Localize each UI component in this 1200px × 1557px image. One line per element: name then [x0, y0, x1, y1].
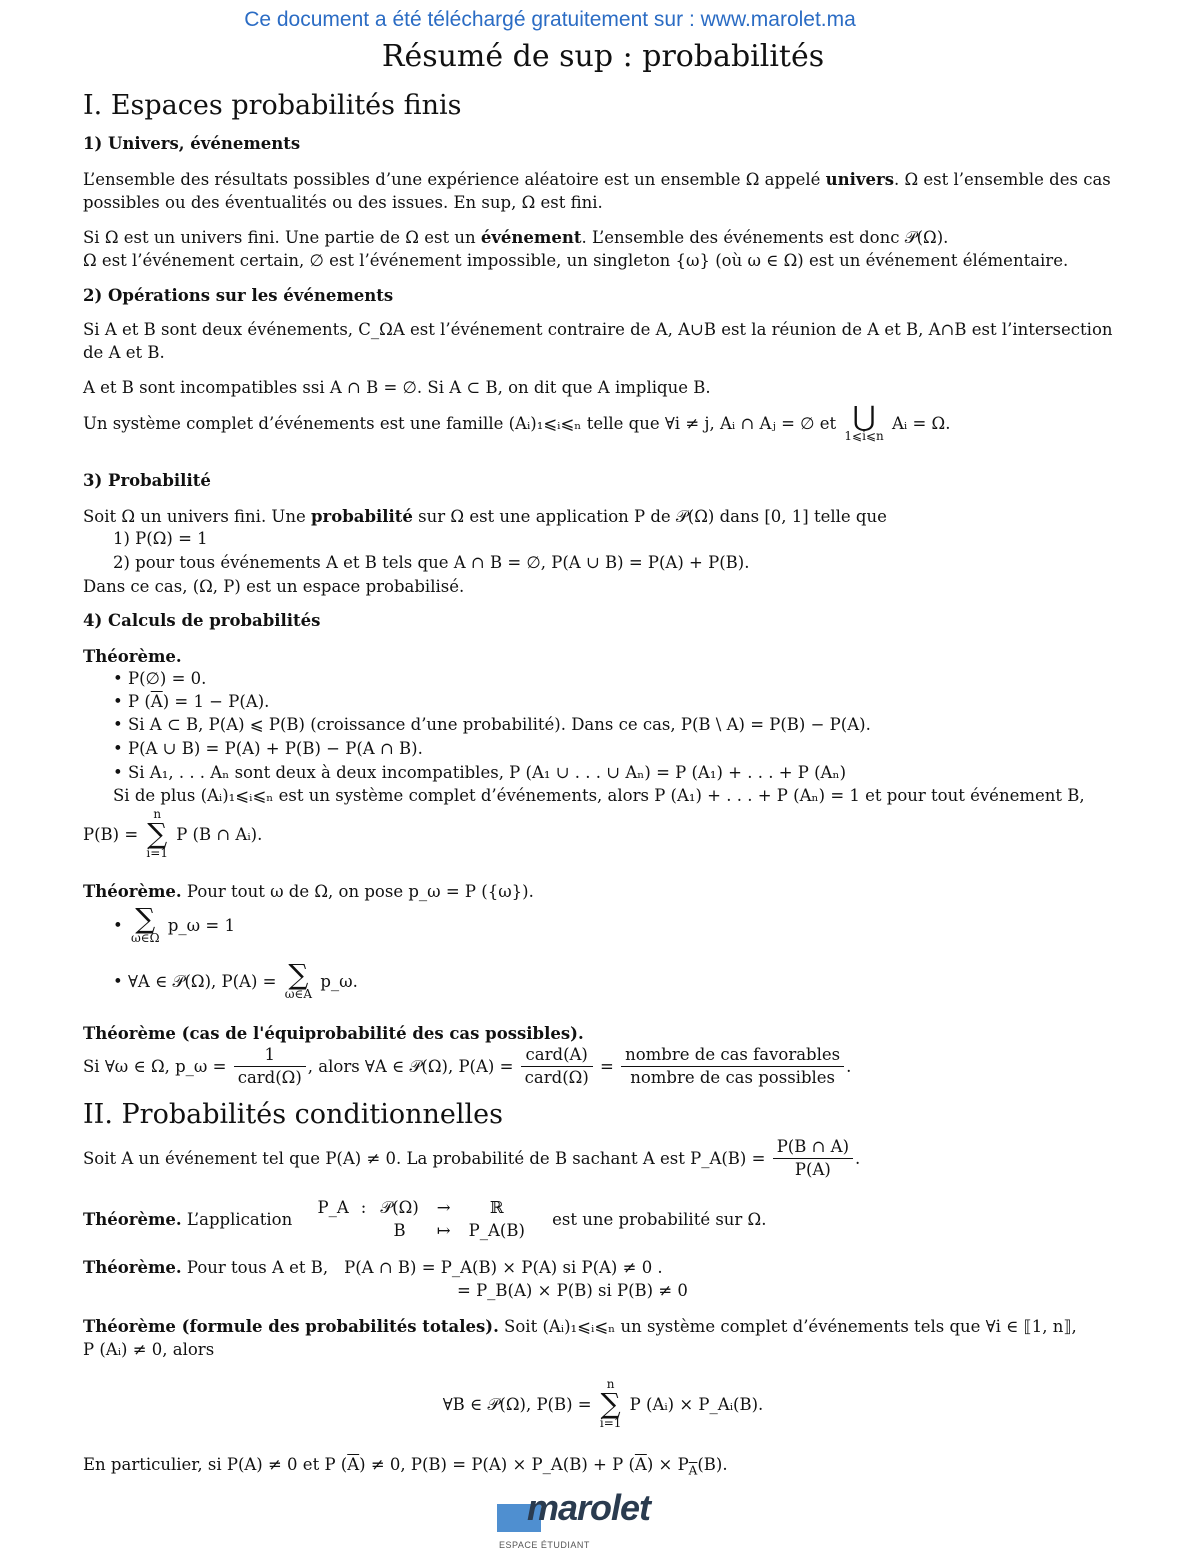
paragraph-operations: Si A et B sont deux événements, C_ΩA est l’événement contraire de A, A∪B est la réunion de A et B, A∩B est l’intersection de A et B.	[83, 320, 1113, 362]
theorem-equiprobabilite: Théorème (cas de l'équiprobabilité des cas possibles).	[83, 1024, 584, 1043]
bullet-incompatibles: • Si A₁, . . . Aₙ sont deux à deux incompatibles, P (A₁ ∪ . . . ∪ Aₙ) = P (A₁) + . . . + P (Aₙ)	[113, 763, 847, 782]
bullet-systeme-complet: Si de plus (Aᵢ)₁⩽ᵢ⩽ₙ est un système complet d’événements, alors P (A₁) + . . . + P (Aₙ) = 1 et pour tout événement B,	[113, 786, 1085, 805]
bullet-union: • P(A ∪ B) = P(A) + P(B) − P(A ∩ B).	[113, 739, 423, 758]
formula-total-sum: P(B) = n ∑ i=1 P (B ∩ Aᵢ).	[83, 807, 263, 860]
section-heading-2: II. Probabilités conditionnelles	[83, 1099, 503, 1130]
fraction: $\frac{P(B \cap A)}{P(A)}$	[773, 1136, 853, 1181]
mapping-table: P_A : 𝒫(Ω) → ℝ B ↦ P_A(B)	[317, 1198, 525, 1240]
theorem-pomega: Théorème. Pour tout ω de Ω, on pose p_ω = P ({ω}).	[83, 882, 534, 901]
paragraph-evenement-types: Ω est l’événement certain, ∅ est l’événement impossible, un singleton {ω} (où ω ∈ Ω) est un événement élémentaire.	[83, 251, 1069, 270]
theorem-total-probability: Théorème (formule des probabilités totales). Soit (Aᵢ)₁⩽ᵢ⩽ₙ un système complet d’événements tels que ∀i ∈ ⟦1, n⟧,	[83, 1317, 1077, 1336]
union-operator: ⋃ 1⩽i⩽n	[844, 400, 884, 443]
subsection-heading-operations: 2) Opérations sur les événements	[83, 286, 394, 305]
bullet-empty-set: • P(∅) = 0.	[113, 669, 207, 688]
section-heading-1: I. Espaces probabilités finis	[83, 90, 462, 121]
theorem-product-line-2: = P_B(A) × P(B) si P(B) ≠ 0	[457, 1281, 688, 1300]
theorem-label-1: Théorème.	[83, 647, 182, 666]
formula-total-probability: ∀B ∈ 𝒫(Ω), P(B) = n ∑ i=1 P (Aᵢ) × P_Aᵢ(B).	[442, 1377, 764, 1430]
paragraph-espace-probabilise: Dans ce cas, (Ω, P) est un espace probabilisé.	[83, 577, 465, 596]
logo-tagline: ESPACE ÉTUDIANT	[499, 1540, 590, 1550]
subsection-heading-probabilite: 3) Probabilité	[83, 471, 211, 490]
paragraph-systeme-complet: Un système complet d’événements est une famille (Aᵢ)₁⩽ᵢ⩽ₙ telle que ∀i ≠ j, Aᵢ ∩ Aⱼ = ∅ et ⋃ 1⩽i⩽n Aᵢ = Ω.	[83, 400, 951, 443]
subsection-heading-calculs: 4) Calculs de probabilités	[83, 611, 321, 630]
sum-operator: ∑ ω∈A	[284, 958, 313, 1001]
download-watermark: Ce document a été téléchargé gratuitement sur : www.marolet.ma	[244, 8, 856, 31]
theorem-total-probability-cont: P (Aᵢ) ≠ 0, alors	[83, 1340, 215, 1359]
theorem-product: Théorème. Pour tous A et B, P(A ∩ B) = P_A(B) × P(A) si P(A) ≠ 0 .	[83, 1258, 663, 1277]
sum-operator: ∑ ω∈Ω	[130, 902, 160, 945]
theorem-application: Théorème. L’application P_A : 𝒫(Ω) → ℝ B ↦ P_A(B) est une probabilité sur Ω.	[83, 1198, 767, 1240]
sum-operator: n ∑ i=1	[599, 1377, 622, 1430]
paragraph-univers-definition: L’ensemble des résultats possibles d’une expérience aléatoire est un ensemble Ω appelé univers. Ω est l’ensemble des cas possibles ou des éventualités ou des issues. En sup, Ω est fini.	[83, 170, 1111, 212]
bullet-croissance: • Si A ⊂ B, P(A) ⩽ P(B) (croissance d’une probabilité). Dans ce cas, P(B \ A) = P(B) − P(A).	[113, 715, 871, 734]
axiom-1: 1) P(Ω) = 1	[113, 529, 208, 548]
paragraph-evenement-definition: Si Ω est un univers fini. Une partie de Ω est un événement. L’ensemble des événements est donc 𝒫(Ω).	[83, 228, 949, 247]
logo-wordmark: marolet	[527, 1487, 651, 1528]
bullet-complement: • P $(\overline{A}) = 1 - P(A)$.	[113, 692, 270, 711]
fraction: $\frac{\text{nombre de cas favorables}}{\text{nombre de cas possibles}}$	[621, 1044, 844, 1089]
marolet-logo	[497, 1487, 707, 1550]
fraction: $\frac{\text{card(A)}}{\text{card(Ω)}}$	[521, 1044, 593, 1089]
paragraph-probabilite-definition: Soit Ω un univers fini. Une probabilité sur Ω est une application P de 𝒫(Ω) dans [0, 1] telle que	[83, 507, 887, 526]
axiom-2: 2) pour tous événements A et B tels que A ∩ B = ∅, P(A ∪ B) = P(A) + P(B).	[113, 553, 750, 572]
paragraph-incompatibles: A et B sont incompatibles ssi A ∩ B = ∅. Si A ⊂ B, on dit que A implique B.	[83, 378, 711, 397]
sum-operator: n ∑ i=1	[146, 807, 168, 860]
fraction: $\frac{1}{\text{card(Ω)}}$	[234, 1044, 306, 1089]
bullet-sum-pomega: • ∑ ω∈Ω p_ω = 1	[113, 902, 235, 945]
subsection-heading-univers: 1) Univers, événements	[83, 134, 301, 153]
paragraph-conditional-definition: Soit A un événement tel que P(A) ≠ 0. La probabilité de B sachant A est P_A(B) = $\frac{P(B \cap A)}{P(A)}$ .	[83, 1137, 861, 1179]
bullet-pa-sum: • ∀A ∈ 𝒫(Ω), P(A) = ∑ ω∈A p_ω.	[113, 958, 358, 1001]
paragraph-special-case: En particulier, si P(A) ≠ 0 et P $(\overline{A}) \ne 0$, P(B) = P(A) × P_A(B) + P $(\overline{A}) \times P_{\overline{A}}(B)$.	[83, 1455, 728, 1478]
formula-equiprobabilite: Si ∀ω ∈ Ω, p_ω = $\frac{1}{\text{card(Ω)}}$ , alors ∀A ∈ 𝒫(Ω), P(A) = $\frac{\text{card(A)}}{\text{card(Ω)}}$ = $\frac{\text{nombre de cas favorables}}{\text{nombre de cas possibles}}$ .	[83, 1045, 852, 1087]
page-title: Résumé de sup : probabilités	[381, 39, 825, 74]
